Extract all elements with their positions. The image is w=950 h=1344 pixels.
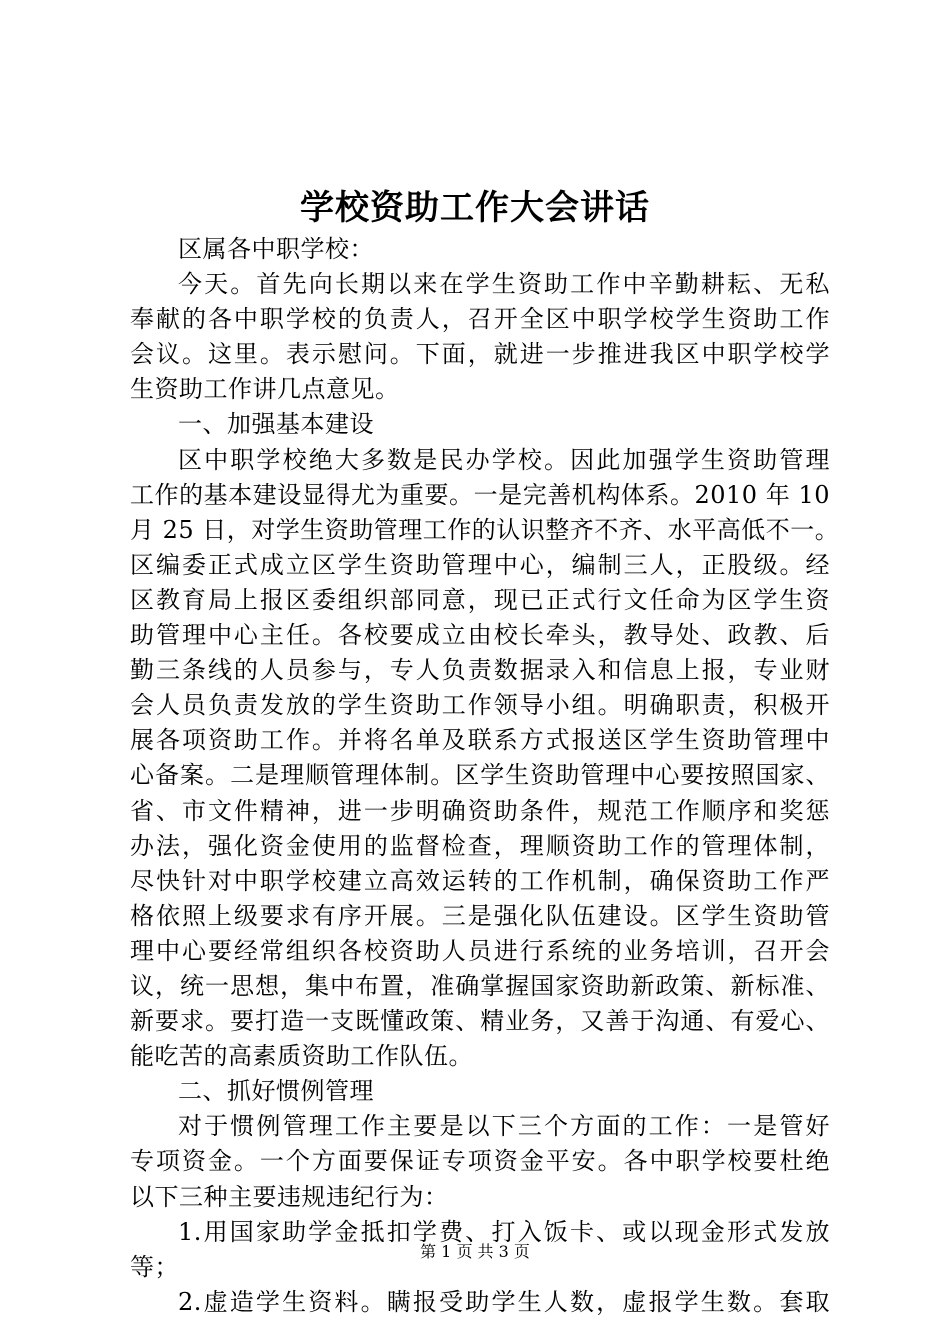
text-line: 格依照上级要求有序开展。三是强化队伍建设。区学生资助管 [130, 901, 830, 930]
page-footer: 第 1 页 共 3 页 [420, 1242, 530, 1261]
text-line: 能吃苦的高素质资助工作队伍。 [130, 1042, 473, 1071]
text-line: 今天。首先向长期以来在学生资助工作中辛勤耕耘、无私 [178, 270, 830, 299]
text-line: 以下三种主要违规违纪行为： [130, 1182, 449, 1211]
document-title: 学校资助工作大会讲话 [300, 188, 650, 228]
text-line: 区属各中职学校： [178, 235, 374, 263]
text-line: 专项资金。一个方面要保证专项资金平安。各中职学校要杜绝 [130, 1147, 830, 1176]
text-line: 会议。这里。表示慰问。下面，就进一步推进我区中职学校学 [130, 340, 830, 369]
text-line: 区编委正式成立区学生资助管理中心，编制三人，正股级。经 [130, 550, 830, 579]
text-line: 2.虚造学生资料。瞒报受助学生人数，虚报学生数。套取 [178, 1287, 830, 1316]
text-line: 议，统一思想，集中布置，准确掌握国家资助新政策、新标准、 [130, 971, 830, 1000]
text-line: 勤三条线的人员参与，专人负责数据录入和信息上报，专业财 [130, 656, 830, 685]
text-line: 助管理中心主任。各校要成立由校长牵头，教导处、政教、后 [130, 621, 830, 650]
text-line: 工作的基本建设显得尤为重要。一是完善机构体系。2010 年 10 [130, 480, 830, 509]
text-line: 区中职学校绝大多数是民办学校。因此加强学生资助管理 [178, 445, 830, 474]
text-line: 理中心要经常组织各校资助人员进行系统的业务培训，召开会 [130, 936, 830, 965]
text-line: 奉献的各中职学校的负责人，召开全区中职学校学生资助工作 [130, 305, 830, 334]
document-body [130, 232, 840, 1320]
text-line: 省、市文件精神，进一步明确资助条件，规范工作顺序和奖惩 [130, 796, 830, 825]
text-line: 月 25 日，对学生资助管理工作的认识整齐不齐、水平高低不一。 [130, 515, 840, 544]
text-line: 生资助工作讲几点意见。 [130, 375, 400, 404]
text-line: 心备案。二是理顺管理体制。区学生资助管理中心要按照国家、 [130, 761, 830, 790]
text-line: 尽快针对中职学校建立高效运转的工作机制，确保资助工作严 [130, 866, 830, 895]
text-line: 1.用国家助学金抵扣学费、打入饭卡、或以现金形式发放 [178, 1217, 830, 1246]
text-line: 等； [130, 1252, 179, 1281]
text-line: 办法，强化资金使用的监督检查，理顺资助工作的管理体制， [130, 831, 830, 860]
text-line: 展各项资助工作。并将名单及联系方式报送区学生资助管理中 [130, 726, 830, 755]
text-line: 二、抓好惯例管理 [178, 1077, 374, 1106]
text-line: 对于惯例管理工作主要是以下三个方面的工作：一是管好 [178, 1112, 830, 1141]
text-line: 会人员负责发放的学生资助工作领导小组。明确职责，积极开 [130, 691, 830, 720]
text-line: 区教育局上报区委组织部同意，现已正式行文任命为区学生资 [130, 585, 830, 614]
text-line: 新要求。要打造一支既懂政策、精业务，又善于沟通、有爱心、 [130, 1007, 830, 1036]
text-line: 一、加强基本建设 [178, 410, 374, 439]
